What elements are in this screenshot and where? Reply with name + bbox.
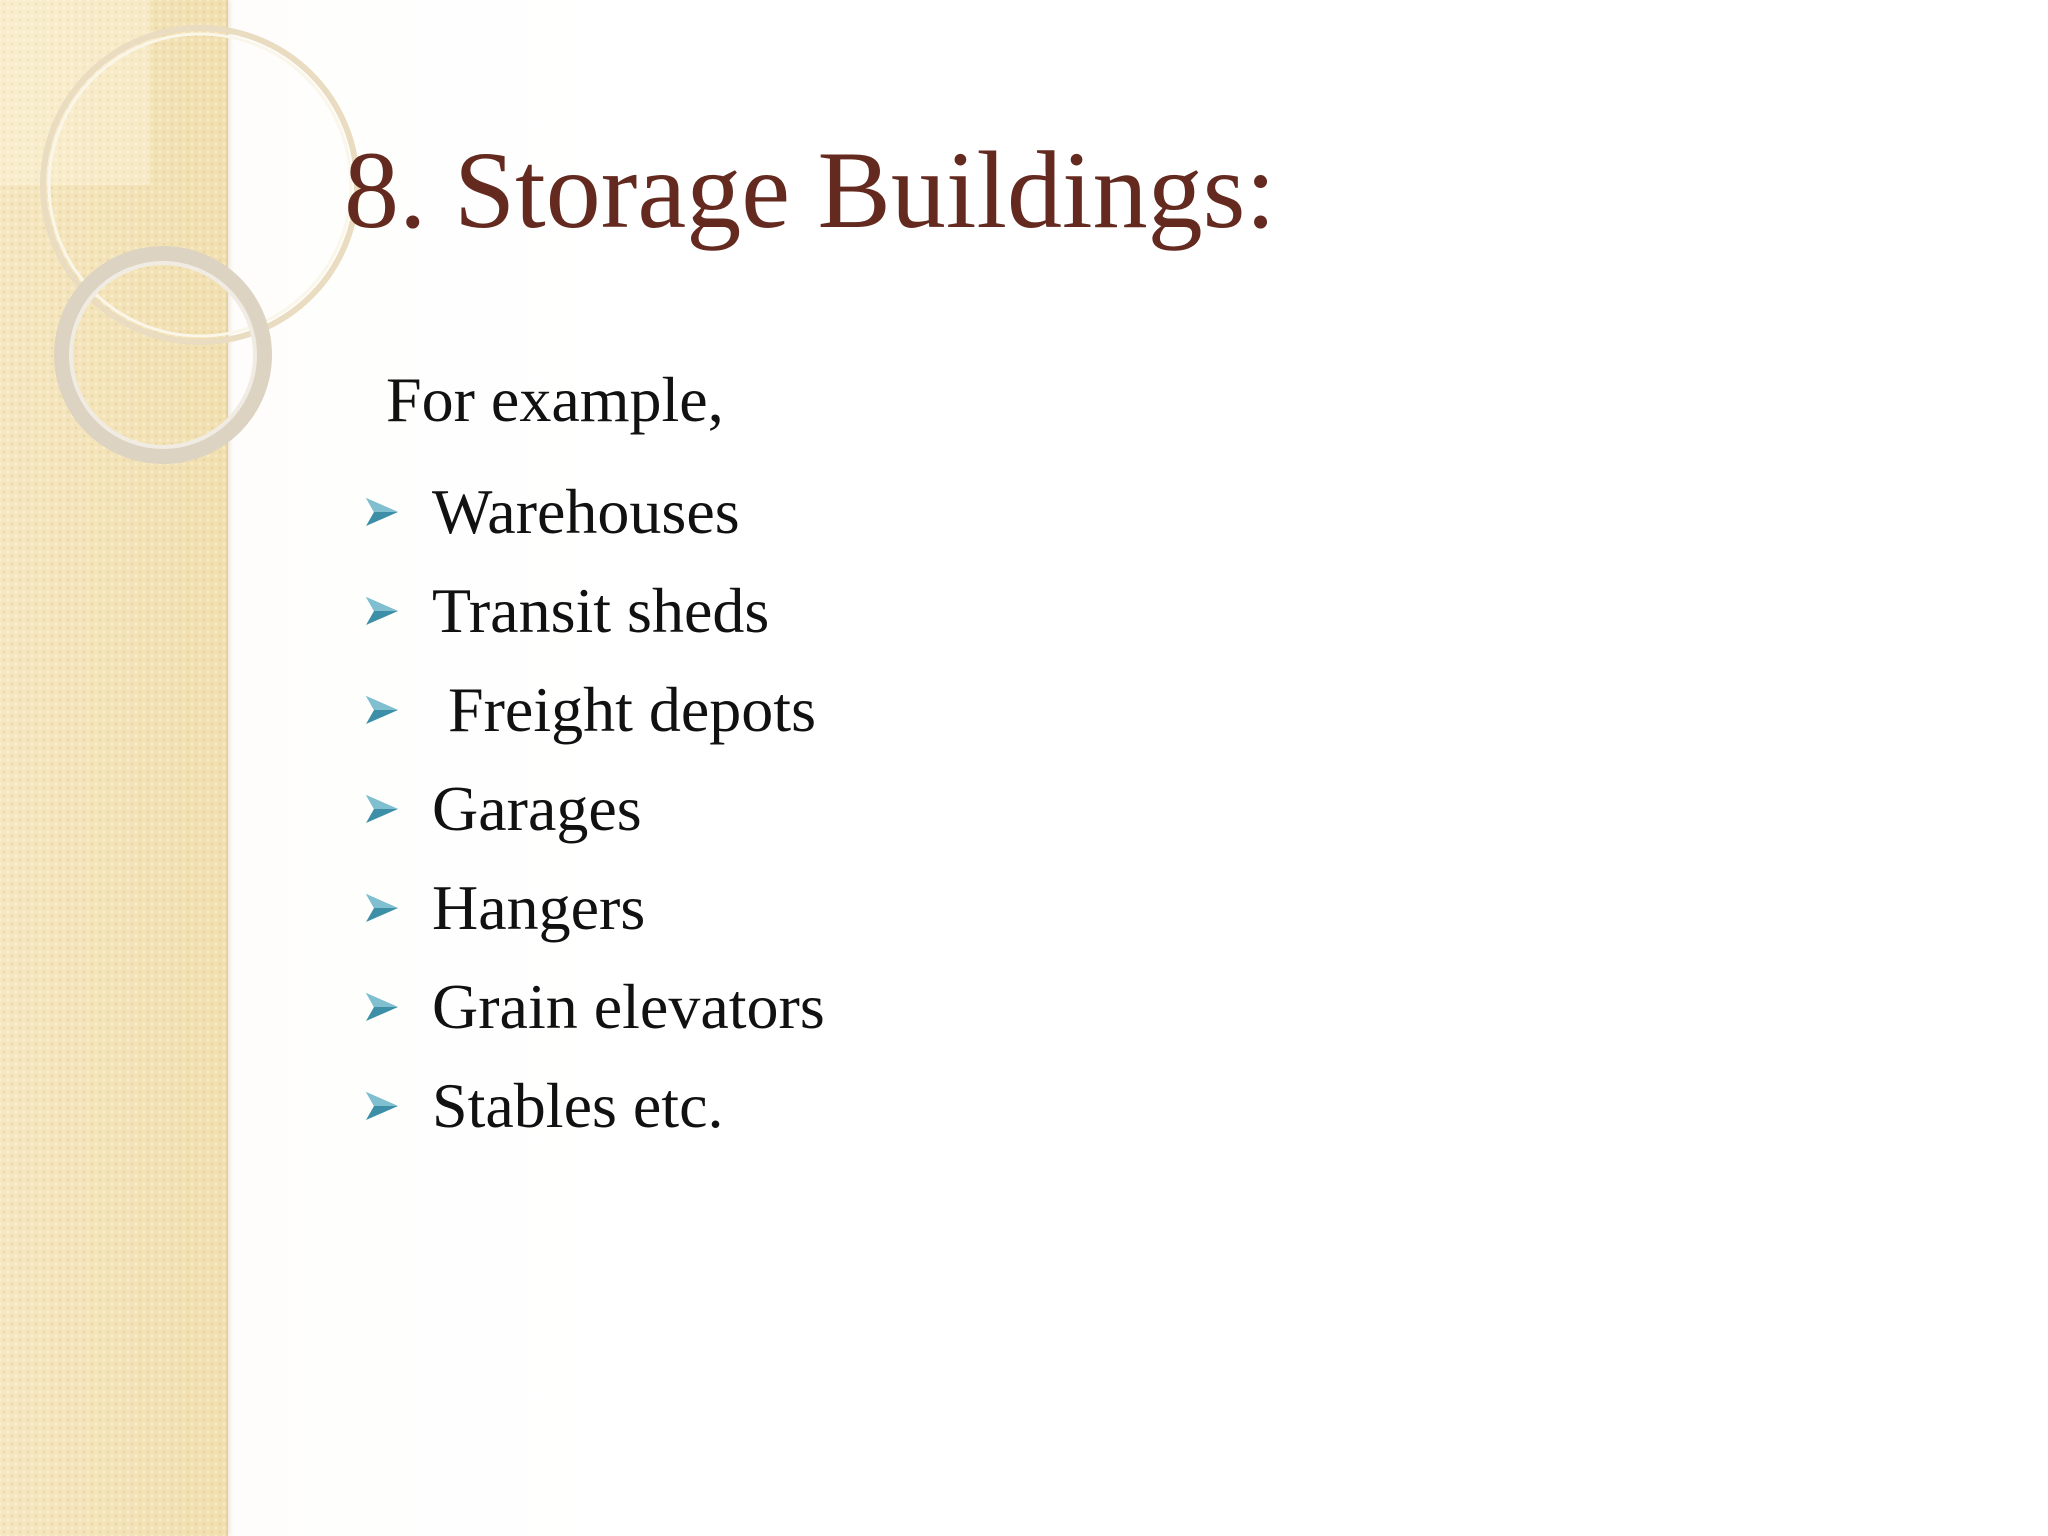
list-item-text: Garages: [432, 772, 642, 844]
arrowhead-bullet-icon: [362, 690, 402, 730]
decorative-side-band: [0, 0, 228, 1536]
arrowhead-bullet-icon: [362, 1086, 402, 1126]
list-item-text: Hangers: [432, 871, 646, 943]
list-item-text: Transit sheds: [432, 574, 770, 646]
list-item-text: Stables etc.: [432, 1069, 724, 1141]
intro-text: For example,: [386, 364, 724, 435]
list-item: [362, 660, 825, 759]
bullet-list: [362, 462, 825, 1155]
list-item-text: Freight depots: [448, 673, 816, 745]
list-item: [362, 462, 825, 561]
list-item: [362, 1056, 825, 1155]
list-item-text: Grain elevators: [432, 970, 825, 1042]
arrowhead-bullet-icon: [362, 987, 402, 1027]
decorative-corner-block: [0, 0, 150, 185]
list-item-text: Warehouses: [432, 475, 740, 547]
slide-title: 8. Storage Buildings:: [344, 129, 1276, 251]
arrowhead-bullet-icon: [362, 591, 402, 631]
list-item: [362, 957, 825, 1056]
list-item: [362, 858, 825, 957]
list-item: [362, 561, 825, 660]
arrowhead-bullet-icon: [362, 888, 402, 928]
arrowhead-bullet-icon: [362, 789, 402, 829]
list-item: [362, 759, 825, 858]
arrowhead-bullet-icon: [362, 492, 402, 532]
